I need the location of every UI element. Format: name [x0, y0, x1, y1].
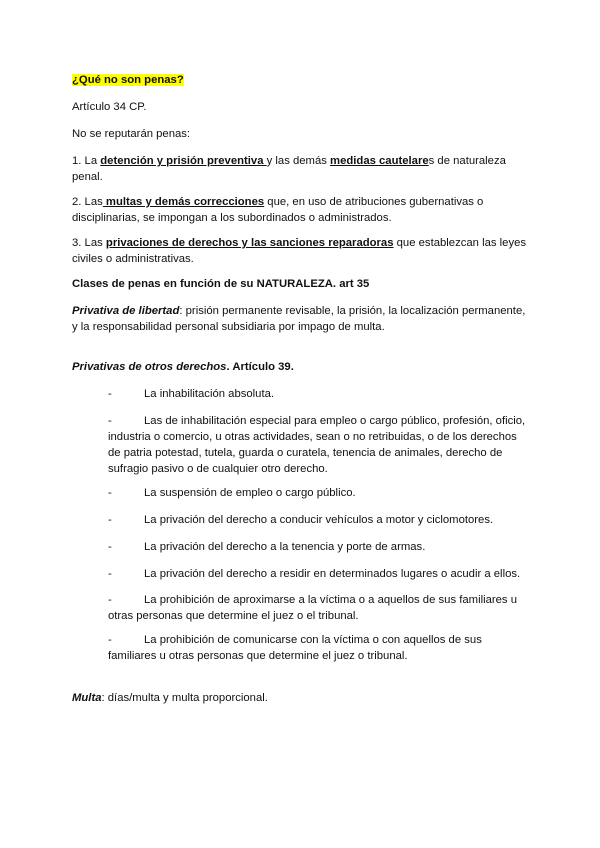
privativa-libertad: [72, 303, 532, 335]
list-item: [108, 632, 528, 664]
intro-text: No se reputarán penas:: [72, 128, 191, 140]
list-dash: -: [108, 487, 112, 499]
privativa-libertad-label: Privativa de libertad: [72, 305, 180, 317]
list-dash: -: [108, 594, 112, 606]
list-item: [108, 592, 528, 624]
heading: [72, 72, 532, 88]
item-2-tail: que, en uso de atribuciones gubernativas o disciplinarias, se impongan a los subordinados o administrados.: [72, 196, 484, 224]
item-1-mid: y las demás: [266, 155, 331, 167]
item-2: [72, 194, 532, 226]
privativas-otros-ref: . Artículo 39.: [226, 361, 294, 373]
list-dash: -: [108, 388, 112, 400]
list-item: [108, 386, 528, 402]
privativas-otros-label: Privativas de otros derechos: [72, 361, 227, 373]
list-item-text: La privación del derecho a conducir vehículos a motor y ciclomotores.: [144, 514, 494, 526]
list-item-text: La prohibición de aproximarse a la víctima o a aquellos de sus familiares u otras personas que determine el juez o el tribunal.: [108, 594, 517, 622]
item-1-term2: medidas cautelare: [330, 155, 429, 167]
item-1-term1: detención y prisión preventiva: [100, 155, 267, 167]
item-2-num: 2. Las: [72, 196, 103, 208]
item-1: [72, 153, 532, 185]
list-dash: -: [108, 634, 112, 646]
item-1-num: 1. La: [72, 155, 101, 167]
list-item-text: La suspensión de empleo o cargo público.: [144, 487, 356, 499]
item-2-term: multas y demás correcciones: [102, 196, 265, 208]
list-item-text: Las de inhabilitación especial para empleo o cargo público, profesión, oficio, industria o comercio, u otras actividades, sean o no retribuidas, o de los derechos de patria potestad, tutela, guarda o curatela, tenencia de animales, derecho de sufragio pasivo o de cualquier otro derecho.: [108, 415, 526, 475]
multa-text: : días/multa y multa proporcional.: [101, 692, 268, 704]
list-item-text: La privación del derecho a la tenencia y porte de armas.: [144, 541, 426, 553]
multa-label: Multa: [72, 692, 102, 704]
item-3-num: 3. Las: [72, 237, 106, 249]
item-1-tail: s de naturaleza penal.: [72, 155, 506, 183]
multa: [72, 690, 532, 706]
item-3-term: privaciones de derechos y las sanciones reparadoras: [105, 237, 394, 249]
list-item-text: La privación del derecho a residir en determinados lugares o acudir a ellos.: [144, 568, 521, 580]
list-item: [108, 413, 528, 477]
section-title: Clases de penas en función de su NATURALEZA. art 35: [72, 278, 370, 290]
article-ref: Artículo 34 CP.: [72, 101, 147, 113]
list-dash: -: [108, 514, 112, 526]
list-item: [108, 566, 528, 582]
list-dash: -: [108, 415, 112, 427]
privativas-otros: [72, 359, 532, 375]
item-3-tail: que establezcan las leyes civiles o administrativas.: [72, 237, 527, 265]
privativa-libertad-text: : prisión permanente revisable, la prisión, la localización permanente, y la responsabilidad personal subsidiaria por impago de multa.: [72, 305, 526, 333]
list-item-text: La prohibición de comunicarse con la víctima o con aquellos de sus familiares u otras personas que determine el juez o tribunal.: [108, 634, 482, 662]
list-dash: -: [108, 541, 112, 553]
heading-text: ¿Qué no son penas?: [72, 74, 184, 86]
list-item-text: La inhabilitación absoluta.: [144, 388, 275, 400]
list-item: [108, 512, 528, 528]
item-3: [72, 235, 532, 267]
list-item: [108, 539, 528, 555]
list-item: [108, 485, 528, 501]
list-dash: -: [108, 568, 112, 580]
